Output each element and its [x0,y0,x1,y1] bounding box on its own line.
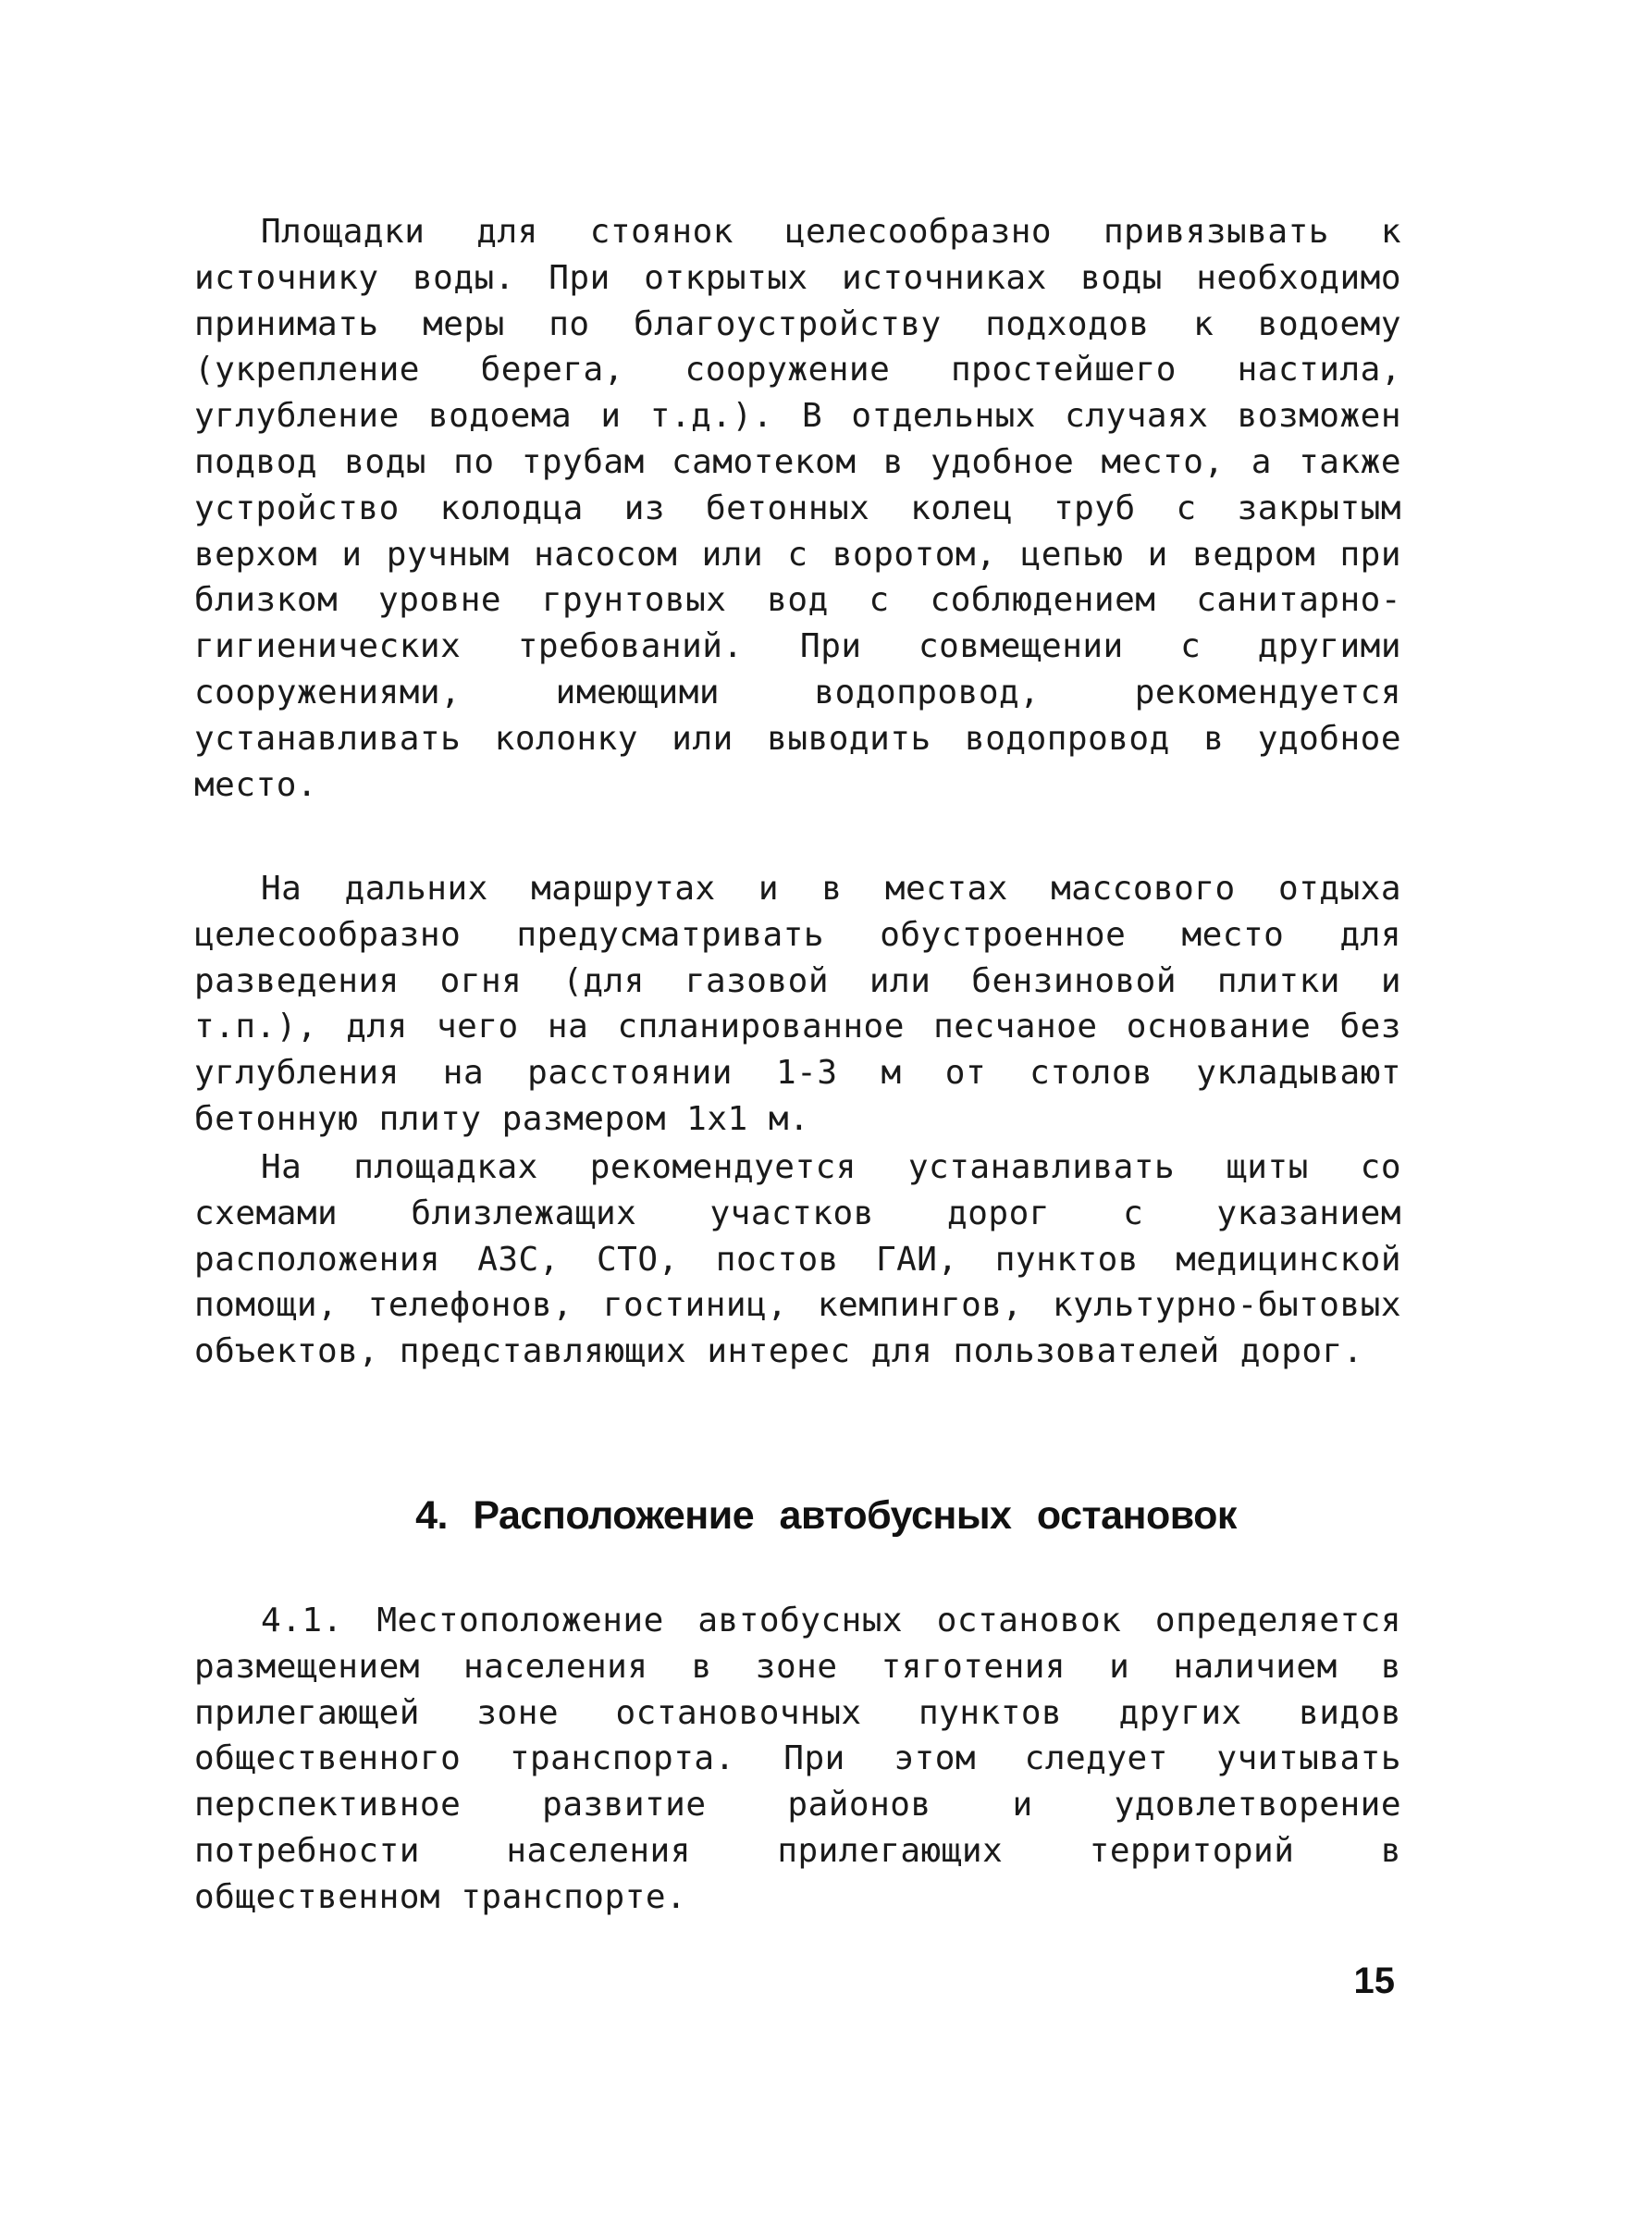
section-heading: 4. Расположение автобусных остановок [415,1493,1237,1538]
text-block [194,209,1401,808]
text-block [194,1598,1401,1921]
paragraph-bus-stops: 4.1. Местоположение автобусных остановок определяется размещением населения в зоне тяготения и наличием в прилегающей зоне остановочных пунктов других видов общественного транспорта. При этом следует учитывать перспективное развитие районов и удовлетворение потребности населения прилегающих территорий в общественном транспорте. [194,1602,1401,1916]
text-block [194,1144,1401,1375]
paragraph-fire-place: На дальних маршрутах и в местах массового отдыха целесообразно предусматривать обустроенное место для разведения огня (для газовой или бензиновой плитки и т.п.), для чего на спланированное песчаное основание без углубления на расстоянии 1-3 м от столов укладывают бетонную плиту размером 1х1 м. [194,870,1401,1138]
text-block [194,866,1401,1143]
paragraph-info-boards: На площадках рекомендуется устанавливать щиты со схемами близлежащих участков дорог с указанием расположения АЗС, СТО, постов ГАИ, пунктов медицинской помощи, телефонов, гостиниц, кемпингов, культурно-бытовых объектов, представляющих интерес для пользователей дорог. [194,1148,1401,1371]
paragraph-water-supply: Площадки для стоянок целесообразно привязывать к источнику воды. При открытых источниках воды необходимо принимать меры по благоустройству подходов к водоему (укрепление берега, сооружение простейшего настила, углубление водоема и т.д.). В отдельных случаях возможен подвод воды по трубам самотеком в удобное место, а также устройство колодца из бетонных колец труб с закрытым верхом и ручным насосом или с воротом, цепью и ведром при близком уровне грунтовых вод с соблюдением санитарно-гигиенических требований. При совмещении с другими сооружениями, имеющими водопровод, рекомендуется устанавливать колонку или выводить водопровод в удобное место. [194,213,1401,804]
page-number: 15 [1353,1961,1395,2001]
